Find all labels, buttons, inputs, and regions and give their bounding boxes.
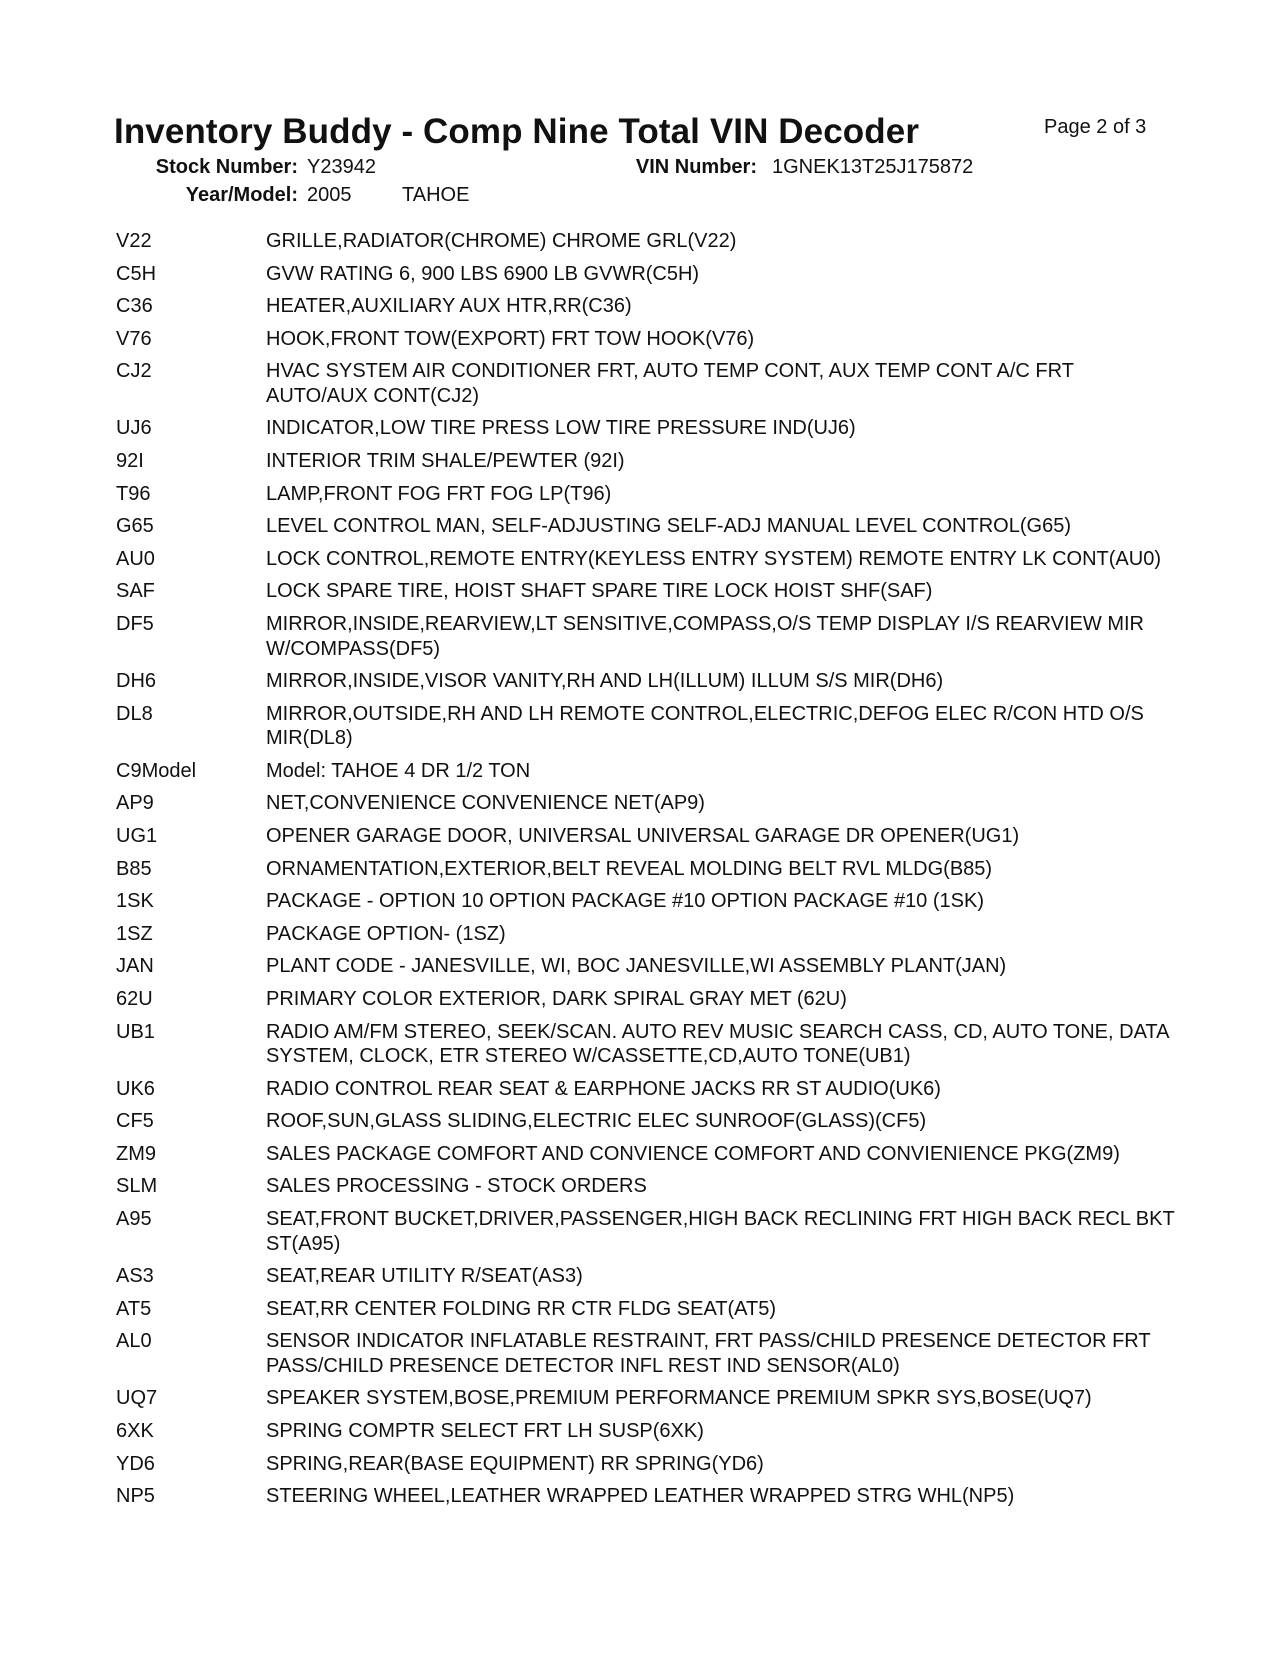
option-code: AL0 (116, 1330, 152, 1353)
stock-number-value: Y23942 (307, 156, 376, 178)
option-entry (116, 449, 1176, 474)
option-code: CF5 (116, 1110, 154, 1133)
option-entry (116, 889, 1176, 914)
option-description: GRILLE,RADIATOR(CHROME) CHROME GRL(V22) (266, 230, 737, 252)
option-code: UK6 (116, 1077, 155, 1100)
option-code: AS3 (116, 1265, 154, 1288)
option-description: SENSOR INDICATOR INFLATABLE RESTRAINT, FRT PASS/CHILD PRESENCE DETECTOR FRT PASS/CHILD PRESENCE DETECTOR INFL REST IND SENSOR(AL0) (266, 1330, 1151, 1377)
option-entry (116, 1419, 1176, 1444)
option-code: UG1 (116, 825, 158, 847)
option-entry (116, 1484, 1176, 1509)
option-code: DL8 (116, 702, 153, 725)
vin-value: 1GNEK13T25J175872 (772, 156, 974, 178)
option-entry (116, 547, 1176, 572)
option-list (116, 229, 1176, 1517)
option-code: 1SZ (116, 922, 153, 945)
option-entry (116, 857, 1176, 882)
option-entry (116, 1264, 1176, 1289)
option-entry (116, 669, 1176, 694)
option-entry (116, 1452, 1176, 1477)
option-description: LOCK CONTROL,REMOTE ENTRY(KEYLESS ENTRY SYSTEM) REMOTE ENTRY LK CONT(AU0) (266, 547, 1161, 570)
option-description: PLANT CODE - JANESVILLE, WI, BOC JANESVILLE,WI ASSEMBLY PLANT(JAN) (266, 955, 1007, 978)
option-code: C9Model (116, 759, 197, 782)
option-entry (116, 1020, 1176, 1069)
option-description: MIRROR,OUTSIDE,RH AND LH REMOTE CONTROL,ELECTRIC,DEFOG ELEC R/CON HTD O/S MIR(DL8) (266, 702, 1144, 750)
vin-label: VIN Number: (635, 156, 757, 178)
option-entry (116, 791, 1176, 816)
option-entry (116, 359, 1176, 408)
option-code: C36 (116, 295, 153, 318)
option-entry (116, 579, 1176, 604)
option-entry (116, 702, 1176, 751)
option-code: V22 (116, 230, 152, 252)
option-description: ORNAMENTATION,EXTERIOR,BELT REVEAL MOLDING BELT RVL MLDG(B85) (266, 857, 993, 880)
option-entry (116, 416, 1176, 441)
option-code: B85 (116, 857, 152, 880)
option-entry (116, 262, 1176, 287)
option-code: DH6 (116, 670, 157, 693)
option-entry (116, 229, 1176, 254)
option-code: 1SK (116, 890, 154, 913)
option-entry (116, 1174, 1176, 1199)
option-description: PACKAGE - OPTION 10 OPTION PACKAGE #10 OPTION PACKAGE #10 (1SK) (266, 890, 984, 913)
option-description: RADIO CONTROL REAR SEAT & EARPHONE JACKS RR ST AUDIO(UK6) (266, 1077, 941, 1100)
page-title: Inventory Buddy - Comp Nine Total VIN Decoder (114, 112, 920, 151)
option-description: INTERIOR TRIM SHALE/PEWTER (92I) (266, 450, 625, 473)
option-code: DF5 (116, 613, 154, 636)
option-description: LAMP,FRONT FOG FRT FOG LP(T96) (266, 482, 612, 505)
option-entry (116, 327, 1176, 352)
option-entry (116, 824, 1176, 849)
option-code: UB1 (116, 1020, 155, 1043)
option-entry (116, 1207, 1176, 1256)
option-description: LEVEL CONTROL MAN, SELF-ADJUSTING SELF-ADJ MANUAL LEVEL CONTROL(G65) (266, 515, 1071, 538)
year-model-label: Year/Model: (185, 184, 298, 206)
option-description: PRIMARY COLOR EXTERIOR, DARK SPIRAL GRAY MET (62U) (266, 987, 847, 1010)
option-entry (116, 1329, 1176, 1378)
option-entry (116, 1142, 1176, 1167)
option-code: 92I (116, 450, 144, 473)
option-entry (116, 482, 1176, 507)
option-description: MIRROR,INSIDE,VISOR VANITY,RH AND LH(ILLUM) ILLUM S/S MIR(DH6) (266, 670, 944, 693)
option-code: AT5 (116, 1297, 152, 1320)
option-code: 62U (116, 987, 153, 1010)
option-description: SEAT,REAR UTILITY R/SEAT(AS3) (266, 1265, 583, 1288)
option-code: UJ6 (116, 417, 152, 440)
option-description: SALES PACKAGE COMFORT AND CONVIENCE COMFORT AND CONVIENIENCE PKG(ZM9) (266, 1142, 1120, 1165)
option-description: SEAT,FRONT BUCKET,DRIVER,PASSENGER,HIGH BACK RECLINING FRT HIGH BACK RECL BKT ST(A95) (266, 1208, 1175, 1255)
option-description: SPRING COMPTR SELECT FRT LH SUSP(6XK) (266, 1420, 704, 1442)
option-description: SALES PROCESSING - STOCK ORDERS (266, 1175, 647, 1198)
stock-number-label: Stock Number: (155, 156, 298, 178)
option-code: CJ2 (116, 360, 152, 383)
option-description: SEAT,RR CENTER FOLDING RR CTR FLDG SEAT(AT5) (266, 1297, 777, 1320)
option-code: NP5 (116, 1485, 155, 1508)
option-code: UQ7 (116, 1387, 158, 1410)
option-description: HEATER,AUXILIARY AUX HTR,RR(C36) (266, 295, 632, 318)
option-code: C5H (116, 262, 157, 285)
option-description: ROOF,SUN,GLASS SLIDING,ELECTRIC ELEC SUNROOF(GLASS)(CF5) (266, 1110, 927, 1133)
option-code: A95 (116, 1208, 152, 1231)
option-description: NET,CONVENIENCE CONVENIENCE NET(AP9) (266, 792, 705, 815)
page-number: Page 2 of 3 (1044, 116, 1147, 138)
year-value: 2005 (307, 184, 352, 206)
option-code: ZM9 (116, 1142, 156, 1165)
option-entry (116, 759, 1176, 784)
option-code: AP9 (116, 792, 154, 815)
option-description: HOOK,FRONT TOW(EXPORT) FRT TOW HOOK(V76) (266, 327, 755, 350)
option-entry (116, 954, 1176, 979)
model-value: TAHOE (402, 184, 470, 206)
option-description: Model: TAHOE 4 DR 1/2 TON (266, 759, 531, 782)
option-code: AU0 (116, 547, 155, 570)
option-entry (116, 514, 1176, 539)
option-description: OPENER GARAGE DOOR, UNIVERSAL UNIVERSAL GARAGE DR OPENER(UG1) (266, 825, 1020, 847)
option-description: STEERING WHEEL,LEATHER WRAPPED LEATHER WRAPPED STRG WHL(NP5) (266, 1485, 1015, 1508)
option-entry (116, 294, 1176, 319)
option-description: PACKAGE OPTION- (1SZ) (266, 922, 506, 945)
option-entry (116, 1297, 1176, 1322)
option-code: JAN (116, 955, 154, 978)
option-description: RADIO AM/FM STEREO, SEEK/SCAN. AUTO REV MUSIC SEARCH CASS, CD, AUTO TONE, DATA SYSTEM, CLOCK, ETR STEREO W/CASSETTE,CD,AUTO TONE(UB1) (266, 1020, 1169, 1068)
option-description: GVW RATING 6, 900 LBS 6900 LB GVWR(C5H) (266, 262, 700, 285)
option-entry (116, 1109, 1176, 1134)
option-entry (116, 1077, 1176, 1102)
option-entry (116, 612, 1176, 661)
option-description: SPEAKER SYSTEM,BOSE,PREMIUM PERFORMANCE PREMIUM SPKR SYS,BOSE(UQ7) (266, 1387, 1092, 1410)
option-description: INDICATOR,LOW TIRE PRESS LOW TIRE PRESSURE IND(UJ6) (266, 417, 856, 440)
option-code: G65 (116, 515, 154, 538)
option-description: HVAC SYSTEM AIR CONDITIONER FRT, AUTO TEMP CONT, AUX TEMP CONT A/C FRT AUTO/AUX CONT(CJ2) (266, 360, 1074, 407)
option-code: SAF (116, 580, 155, 603)
option-description: LOCK SPARE TIRE, HOIST SHAFT SPARE TIRE LOCK HOIST SHF(SAF) (266, 580, 933, 603)
option-entry (116, 1386, 1176, 1411)
option-code: YD6 (116, 1452, 155, 1475)
option-code: 6XK (116, 1420, 154, 1442)
option-code: SLM (116, 1175, 158, 1198)
option-description: SPRING,REAR(BASE EQUIPMENT) RR SPRING(YD6) (266, 1452, 764, 1475)
option-entry (116, 987, 1176, 1012)
option-code: V76 (116, 327, 152, 350)
option-entry (116, 922, 1176, 947)
option-code: T96 (116, 482, 151, 505)
option-description: MIRROR,INSIDE,REARVIEW,LT SENSITIVE,COMPASS,O/S TEMP DISPLAY I/S REARVIEW MIR W/COMPASS(DF5) (266, 613, 1144, 660)
